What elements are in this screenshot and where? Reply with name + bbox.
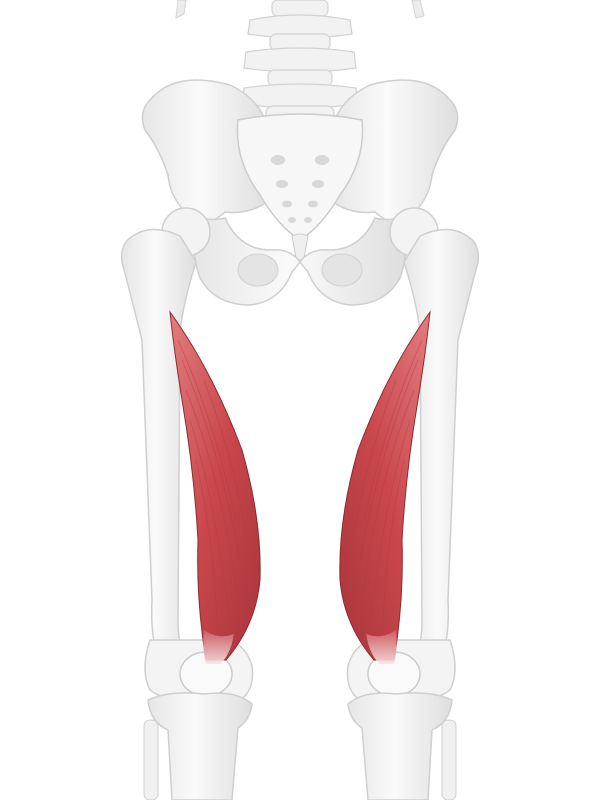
left-lower-leg [144,693,252,800]
left-thigh-muscle [170,312,260,664]
lumbar-spine [242,0,358,124]
right-thigh-muscle [340,312,430,664]
right-lower-leg [348,693,456,800]
